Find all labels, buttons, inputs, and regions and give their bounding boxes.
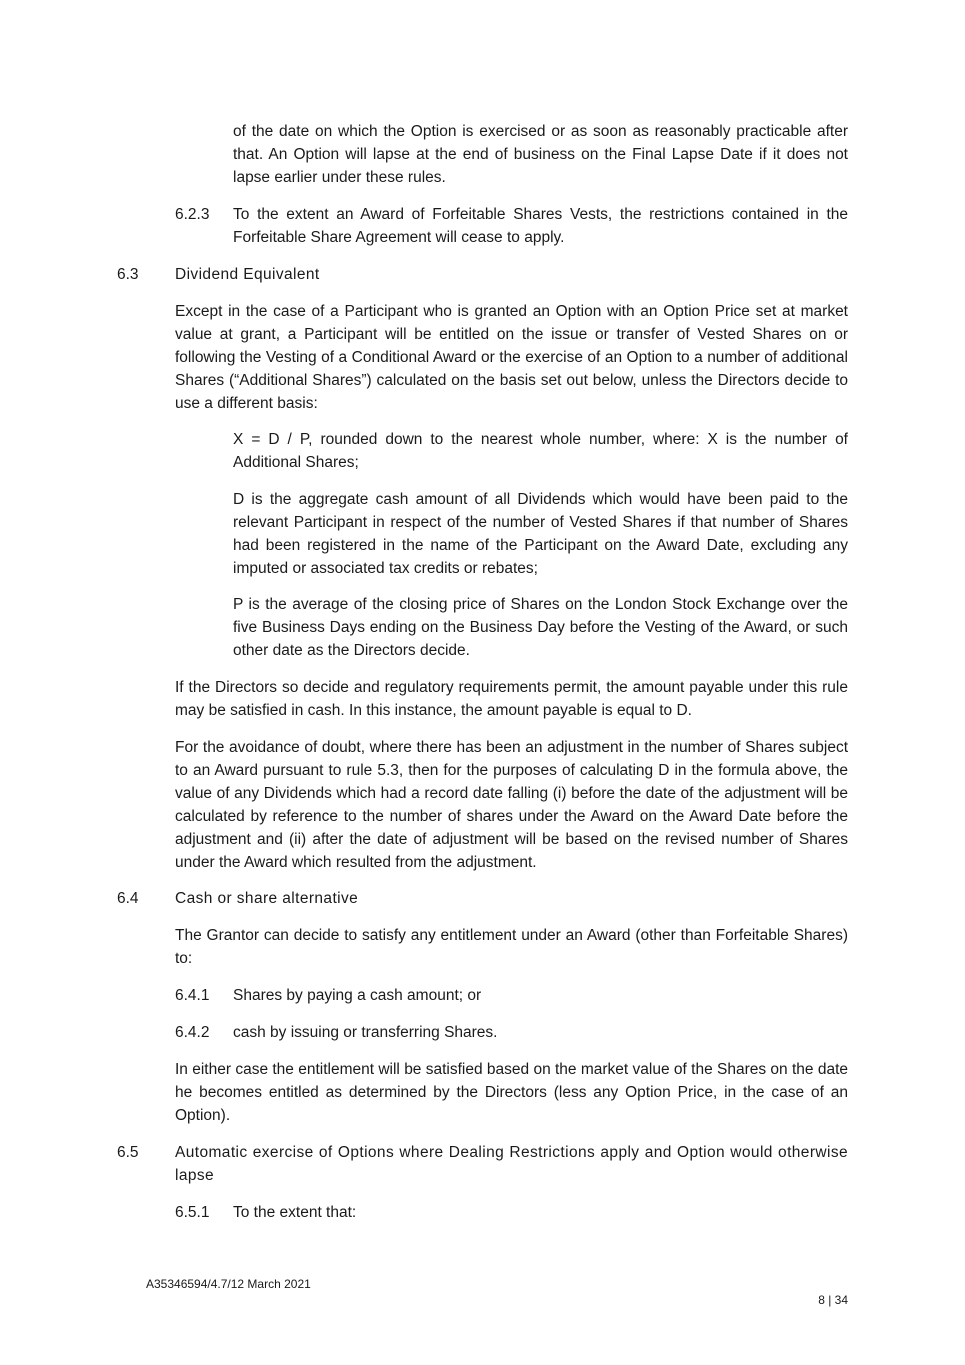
clause-number-6-5-1: 6.5.1: [175, 1204, 210, 1221]
cash-share-closing-paragraph: In either case the entitlement will be satisfied based on the market value of the Shares on the date he becomes entitled as determined by the Directors (less any Option Price, in the case of an Option).: [175, 1061, 848, 1124]
clause-6-4-1-text: Shares by paying a cash amount; or: [233, 987, 482, 1004]
section-heading-6-3: Dividend Equivalent: [175, 266, 320, 283]
cash-share-intro-paragraph: The Grantor can decide to satisfy any entitlement under an Award (other than Forfeitable Shares) to:: [175, 927, 848, 967]
section-number-6-5: 6.5: [117, 1144, 139, 1161]
continuation-paragraph: of the date on which the Option is exercised or as soon as reasonably practicable after that. An Option will lapse at the end of business on the Final Lapse Date if it does not lapse earlier under these rules.: [233, 123, 848, 186]
section-number-6-4: 6.4: [117, 890, 139, 907]
section-heading-6-4: Cash or share alternative: [175, 890, 359, 907]
avoidance-of-doubt-paragraph: For the avoidance of doubt, where there has been an adjustment in the number of Shares subject to an Award pursuant to rule 5.3, then for the purposes of calculating D in the formula above, the value of any Dividends which had a record date falling (i) before the date of the adjustment will be calculated by reference to the number of shares under the Award on the Award Date before the adjustment and (ii) after the date of adjustment will be based on the revised number of Shares under the Award which resulted from the adjustment.: [175, 739, 848, 871]
clause-number-6-4-2: 6.4.2: [175, 1024, 210, 1041]
clause-6-5-1-text: To the extent that:: [233, 1204, 357, 1221]
clause-number-6-4-1: 6.4.1: [175, 987, 210, 1004]
dividend-intro-paragraph: Except in the case of a Participant who is granted an Option with an Option Price set at market value at grant, a Participant will be entitled on the issue or transfer of Vested Shares on or following the Vesting of a Conditional Award or the exercise of an Option to a number of additional Shares (“Additional Shares”) calculated on the basis set out below, unless the Directors decide to use a different basis:: [175, 303, 848, 412]
section-number-6-3: 6.3: [117, 266, 139, 283]
formula-x-paragraph: X = D / P, rounded down to the nearest whole number, where: X is the number of Additional Shares;: [233, 431, 848, 471]
page-number: 8 | 34: [818, 1293, 848, 1307]
section-heading-6-5: Automatic exercise of Options where Dealing Restrictions apply and Option would otherwise lapse: [175, 1144, 848, 1184]
formula-d-paragraph: D is the aggregate cash amount of all Dividends which would have been paid to the relevant Participant in respect of the number of Vested Shares if that number of Shares had been registered in the name of the Participant on the Award Date, excluding any imputed or associated tax credits or rebates;: [233, 491, 848, 577]
clause-6-2-3-text: To the extent an Award of Forfeitable Shares Vests, the restrictions contained in the Forfeitable Share Agreement will cease to apply.: [233, 206, 848, 246]
clause-number-6-2-3: 6.2.3: [175, 206, 210, 223]
document-reference: A35346594/4.7/12 March 2021: [146, 1277, 311, 1291]
cash-settlement-paragraph: If the Directors so decide and regulatory requirements permit, the amount payable under this rule may be satisfied in cash. In this instance, the amount payable is equal to D.: [175, 679, 848, 719]
clause-6-4-2-text: cash by issuing or transferring Shares.: [233, 1024, 498, 1041]
formula-p-paragraph: P is the average of the closing price of Shares on the London Stock Exchange over the five Business Days ending on the Business Day before the Vesting of the Award, or such other date as the Directors decide.: [233, 596, 848, 659]
